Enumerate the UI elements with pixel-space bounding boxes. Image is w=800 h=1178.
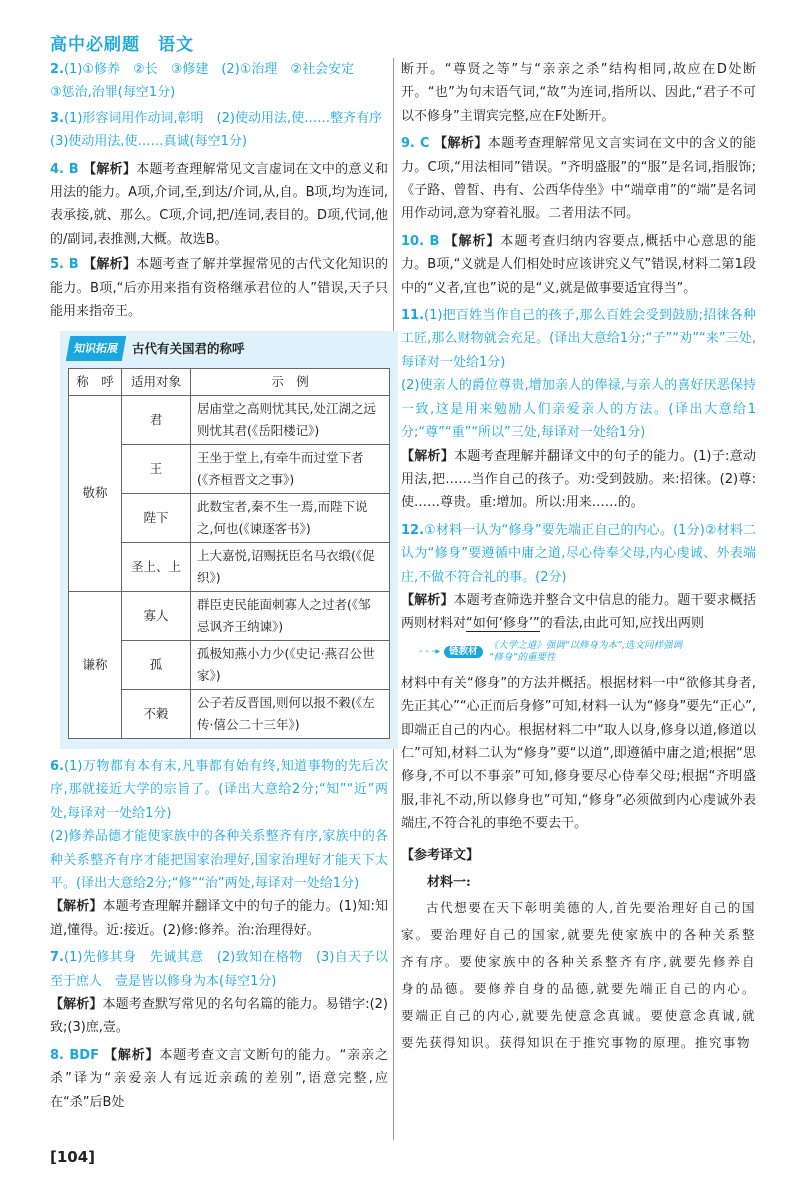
answer-8 xyxy=(50,1044,388,1114)
object-cell: 孤 xyxy=(122,640,191,689)
analysis-text: 本题考查文言文断句的能力。“亲亲之杀”译为“亲爱亲人有远近亲疏的差别”,语意完整,应在“杀”后B处 xyxy=(50,1047,388,1110)
question-number: 8. BDF xyxy=(50,1047,99,1063)
knowledge-extension-box xyxy=(60,331,398,748)
knowledge-extension-header xyxy=(68,336,390,361)
category-cell: 敬称 xyxy=(69,395,122,591)
page-header-title: 高中必刷题 语文 xyxy=(50,35,194,55)
object-cell: 圣上、上 xyxy=(122,542,191,591)
analysis-tag: 【解析】 xyxy=(103,1047,160,1063)
answer-text: (1)先修其身 先诚其意 (2)致知在格物 (3)自天子以至于庶人 壹是皆以修身为本(每空1分) xyxy=(50,950,388,989)
dash-decoration: - - -▸ xyxy=(419,645,441,657)
answer-7 xyxy=(50,946,388,993)
analysis-tag: 【解析】 xyxy=(83,257,137,273)
left-column xyxy=(50,58,388,1114)
answer-6-part2 xyxy=(50,825,388,895)
analysis-text: 本题考查筛选并整合文中信息的能力。题干要求概括两则材料对 xyxy=(401,592,756,632)
answer-6-analysis xyxy=(50,895,388,942)
answer-5 xyxy=(50,253,388,323)
page-number: [104] xyxy=(50,1148,96,1166)
object-cell: 不穀 xyxy=(122,689,191,738)
reference-translation-text: 古代想要在天下彰明美德的人,首先要治理好自己的国家。要治理好自己的国家,就要先使家族中的各种关系整齐有序。要使家族中的各种关系整齐有序,就要先修养自身的品德。要修养自身的品德,就要先端正自己的内心。要端正自己的内心,就要先使意念真诚。要使意念真诚,就要先获得知识。获得知识在于推究事物的原理。推究事物 xyxy=(401,900,756,1051)
answer-text: (1)把百姓当作自己的孩子,那么百姓会受到鼓励;招徕各种工匠,那么财物就会充足。(译出大意给1分;“子”“劝”“来”三处,每译对一处给1分) xyxy=(401,308,756,370)
analysis-text: 本题考查理解并翻译文中的句子的能力。(1)子:意动用法,把……当作自己的孩子。劝:受到鼓励。来:招徕。(2)尊:使……尊贵。重:增加。所以:用来……的。 xyxy=(401,448,756,511)
question-number: 7. xyxy=(50,950,64,966)
answer-text: (2)使亲人的爵位尊贵,增加亲人的俸禄,与亲人的喜好厌恶保持一致,这是用来勉励人们亲爱亲人的方法。(译出大意给1分;“尊”“重”“所以”三处,每译对一处给1分) xyxy=(401,378,756,441)
answer-text: ①材料一认为“修身”要先端正自己的内心。(1分)②材料二认为“修身”要遵循中庸之道,尽心侍奉父母,内心虔诚、外表端庄,不做不符合礼的事。(2分) xyxy=(401,522,756,585)
analysis-text: 的看法,由此可知,应找出两则 xyxy=(539,616,705,632)
analysis-tag: 【解析】 xyxy=(434,136,488,152)
answer-11-analysis xyxy=(401,445,756,515)
analysis-tag: 【解析】 xyxy=(50,899,103,915)
table-row xyxy=(69,395,390,444)
example-cell: 居庙堂之高则忧其民,处江湖之远则忧其君(《岳阳楼记》) xyxy=(191,395,390,444)
example-cell: 此数宝者,秦不生一焉,而陛下说之,何也(《谏逐客书》) xyxy=(191,493,390,542)
example-cell: 孤极知燕小力少(《史记·燕召公世家》) xyxy=(191,640,390,689)
answer-text: (1)万物都有本有末,凡事都有始有终,知道事物的先后次序,那就接近大学的宗旨了。(译出大意给2分;“知”“近”两处,每译对一处给1分) xyxy=(50,758,388,821)
textbook-link-badge: 链教材 xyxy=(444,646,483,658)
example-cell: 公子若反晋国,则何以报不穀(《左传·僖公二十三年》) xyxy=(191,689,390,738)
answer-11-part2 xyxy=(401,374,756,444)
answer-12-analysis xyxy=(401,589,756,636)
question-number: 4. B xyxy=(50,161,79,177)
material-label: 材料一: xyxy=(427,875,471,890)
analysis-text: 本题考查了解并掌握常见的古代文化知识的能力。B项,“后亦用来指有资格继承君位的人”错误,天子只能用来指帝王。 xyxy=(50,257,388,320)
example-cell: 上大嘉悦,诏赐抚臣名马衣缎(《促织》) xyxy=(191,542,390,591)
answer-text: (1)形容词用作动词,彰明 (2)使动用法,使……整齐有序 xyxy=(63,110,383,126)
answer-4 xyxy=(50,158,388,252)
column-header: 示 例 xyxy=(191,368,390,395)
question-number: 11. xyxy=(401,308,425,324)
answer-10 xyxy=(401,230,756,300)
column-header: 适用对象 xyxy=(122,368,191,395)
answer-12 xyxy=(401,519,756,589)
analysis-tag: 【解析】 xyxy=(83,161,137,177)
textbook-link-text xyxy=(489,640,682,664)
knowledge-extension-title: 古代有关国君的称呼 xyxy=(132,341,245,357)
answer-text: (2)修养品德才能使家族中的各种关系整齐有序,家族中的各种关系整齐有序才能把国家治理好,国家治理好才能天下太平。(译出大意给2分;“修”“治”两处,每译对一处给1分) xyxy=(50,829,388,891)
object-cell: 陛下 xyxy=(122,493,191,542)
reference-translation-heading: 【参考译文】 xyxy=(401,847,480,863)
analysis-tag: 【解析】 xyxy=(401,448,455,464)
object-cell: 寡人 xyxy=(122,591,191,640)
answer-7-analysis xyxy=(50,993,388,1040)
answer-text: (1)①修养 ②长 ③修建 (2)①治理 ②社会安定 xyxy=(63,62,355,77)
textbook-link-note xyxy=(419,640,756,664)
answer-6 xyxy=(50,755,388,825)
category-cell: 谦称 xyxy=(69,591,122,738)
object-cell: 王 xyxy=(122,444,191,493)
analysis-tag: 【解析】 xyxy=(50,996,103,1012)
analysis-text: 本题考查理解常见文言实词在文中的含义的能力。C项,“用法相同”错误。“齐明盛服”的“服”是名词,指服饰;《子路、曾皙、冉有、公西华侍坐》中“端章甫”的“端”是名词用作动词,意为穿着礼服。二者用法不同。 xyxy=(401,136,756,222)
question-number: 10. B xyxy=(401,233,440,249)
column-header: 称 呼 xyxy=(69,368,122,395)
analysis-text: 本题考查理解并翻译文中的句子的能力。(1)知:知道,懂得。近:接近。(2)修:修养。治:治理得好。 xyxy=(50,899,388,938)
monarch-titles-table xyxy=(68,368,390,739)
table-header-row xyxy=(69,368,390,395)
analysis-text: 本题考查默写常见的名句名篇的能力。易错字:(2)致;(3)庶,壹。 xyxy=(50,996,388,1036)
table-row xyxy=(69,591,390,640)
example-cell: 群臣吏民能面刺寡人之过者(《邹忌讽齐王纳谏》) xyxy=(191,591,390,640)
answer-8-continued: 断开。“尊贤之等”与“亲亲之杀”结构相同,故应在D处断开。“也”为句末语气词,“故”为连词,指所以、因此,“君子不可以不修身”主谓宾完整,应在F处断开。 xyxy=(401,62,756,124)
analysis-tag: 【解析】 xyxy=(444,233,501,249)
question-number: 2. xyxy=(50,62,64,77)
right-column xyxy=(401,58,756,1056)
analysis-tag: 【解析】 xyxy=(401,592,454,608)
underlined-phrase: “如何‘修身’” xyxy=(466,616,540,632)
answer-text: (3)使动用法,使……真诚(每空1分) xyxy=(50,134,247,150)
question-number: 9. C xyxy=(401,136,430,152)
analysis-text: 本题考查归纳内容要点,概括中心意思的能力。B项,“义就是人们相处时应该讲究义气”错误,材料二第1段中的“义者,宜也”说的是“义,就是做事要适宜得当”。 xyxy=(401,233,756,296)
answer-11 xyxy=(401,304,756,374)
note-line: 《大学之道》强调“以修身为本”,选文同样强调 xyxy=(488,639,682,651)
knowledge-extension-badge: 知识拓展 xyxy=(66,336,126,361)
answer-2 xyxy=(50,58,388,105)
answer-9 xyxy=(401,132,756,226)
analysis-text: 本题考查理解常见文言虚词在文中的意义和用法的能力。A项,介词,至,到达/介词,从,自。B项,均为连词,表承接,就、那么。C项,介词,把/连词,表目的。D项,代词,他的/副词,表推测,大概。故选B。 xyxy=(50,161,388,247)
question-number: 5. B xyxy=(50,257,79,273)
answer-text: ③惩治,治罪(每空1分) xyxy=(50,85,176,101)
object-cell: 君 xyxy=(122,395,191,444)
question-number: 3. xyxy=(50,110,64,126)
question-number: 6. xyxy=(50,758,64,774)
question-number: 12. xyxy=(401,522,425,538)
answer-12-continued: 材料中有关“修身”的方法并概括。根据材料一中“欲修其身者,先正其心”“心正而后身修”可知,材料一认为“修身”要先“正心”,即端正自己的内心。根据材料二中“取人以身,修身以道,修道以仁”可知,材料二认为“修身”要“以道”,即遵循中庸之道;根据“思修身,不可以不事亲”可知,修身要尽心侍奉父母;根据“齐明盛服,非礼不动,所以修身也”可知,“修身”必须做到内心虔诚外表端庄,不符合礼的事绝不要去干。 xyxy=(401,675,756,832)
note-line: “修身”的重要性 xyxy=(488,651,556,663)
answer-3 xyxy=(50,107,388,154)
example-cell: 王坐于堂上,有牵牛而过堂下者(《齐桓晋文之事》) xyxy=(191,444,390,493)
